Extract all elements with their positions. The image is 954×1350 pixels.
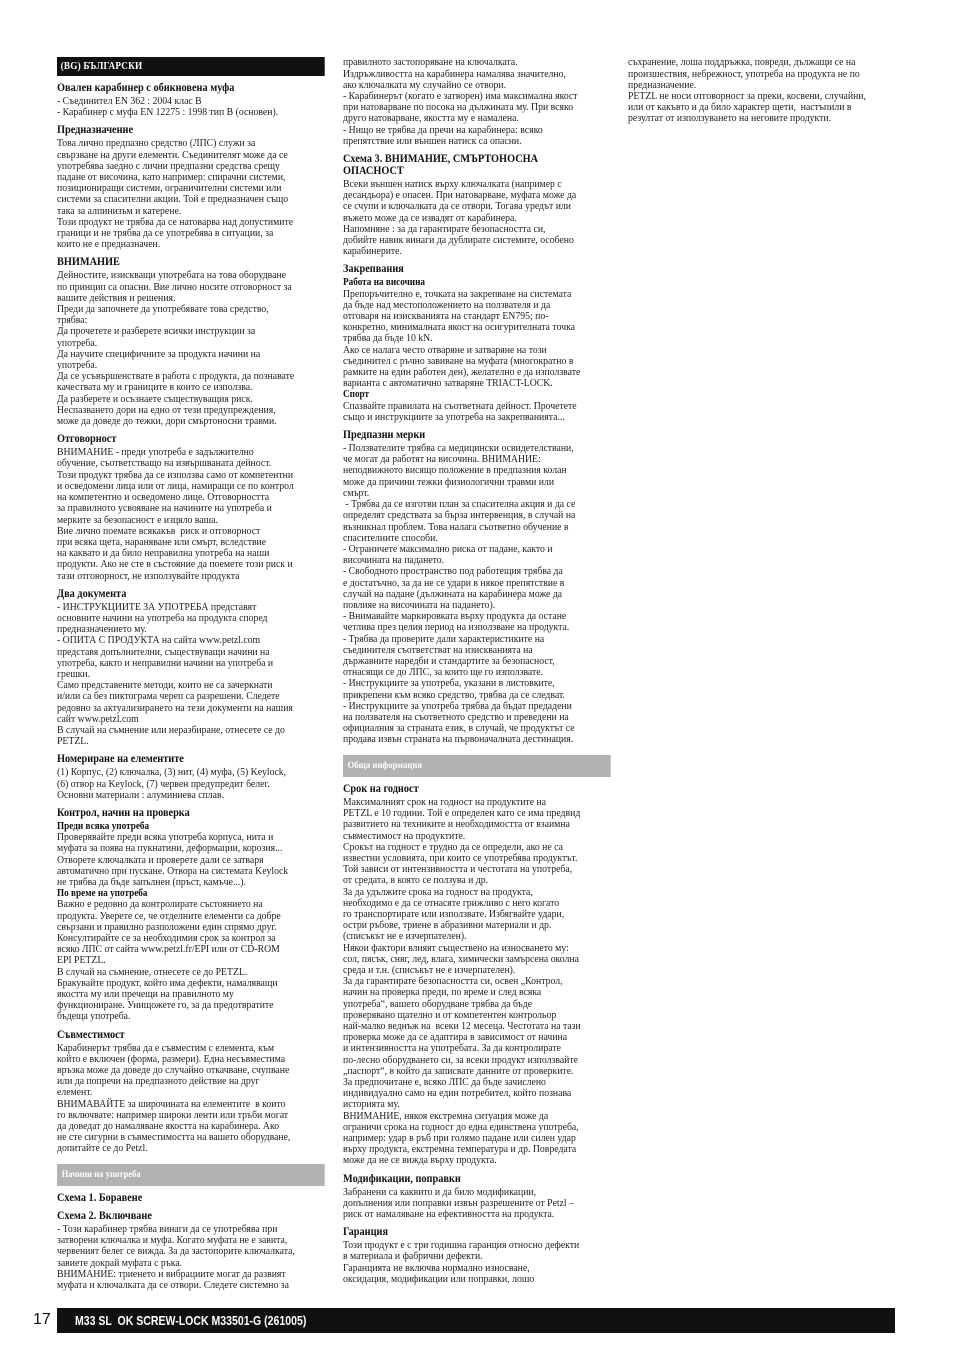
responsibility-heading: Отговорност [57, 433, 117, 446]
warranty-text: Този продукт е с три годишна гаранция относно дефекти в материала и фабрични дефекти. Гаранцията не включва нормално износване, оксидация, модификации или поправки, лошо [343, 1240, 580, 1285]
purpose-text: Това лично предпазно средство (ЛПС) служи за свързване на други елементи. Съединителят може да се употребява заедно с лични предпазни средства срещу падане от височина, като например: спирачни системи, позициониращи системи, ограничителни системи или системи за спасителни акции. Той е предназначен също така за алпинизъм и катерене. Този продукт не трябва да се натоварва над допустимите граници и не трябва да се употребява в ситуации, за които не е предназначен. [57, 138, 294, 251]
two-documents-heading: Два документа [57, 587, 127, 600]
modifications-heading: Модификации, поправки [343, 1172, 461, 1185]
inspection-heading: Контрол, начин на проверка [57, 806, 190, 819]
anchors-work-text: Препоръчително е, точката на закрепване на системата да бъде над местоположението на ползвателя и да отговаря на изискванията на стандарт EN795; по- конкретно, минималната якост на осигурителната точка трябва да бъде 10 kN. Ако се налага често отваряне и затваряне на този съединител с ръчно завиване на муфата (многократно в рамките на един работен ден), желателно е да използвате варианта с автоматично затваряне TRIACT-LOCK. [343, 288, 581, 390]
anchors-sport-heading: Спорт [343, 389, 370, 401]
warranty-text-continued: съхранение, лоша поддръжка, повреди, дължащи се на произшествия, небрежност, употреба на продукта не по предназначение. PETZL не носи отговорност за преки, косвени, случайни, или от какъвто и да било характер щети, настъпили в резултат от използуването на неговите продукти. [628, 57, 866, 125]
nomenclature-heading: Номериране на елементите [57, 753, 184, 766]
precautions-heading: Предпазни мерки [343, 429, 426, 442]
inspection-during-heading: По време на употреба [57, 888, 148, 900]
inspection-during-text: Важно е редовно да контролирате състоянието на продукта. Уверете се, че отделните елементи са добре свързани и правилно разположени един спрямо друг. Консултирайте се за необходимия срок за контрол за всяко ЛПС от сайта www.petzl.fr/EPI или от CD-ROM EPI PETZL. В случай на съмнение, отнесете се до PETZL. Бракувайте продукт, който има дефекти, намаляващи якостта му или пречещи на правилното му функциониране. Унищожете го, за да предотвратите бъдеща употреба. [57, 899, 281, 1023]
inspection-before-text: Проверявайте преди всяка употреба корпуса, нита и муфата за поява на пукнатини, деформации, корозия... Отворете ключалката и проверете дали се затваря автоматично при пускане. Отвора на системата Keylock не трябва да бъде запълнен (пръст, камъче...). [57, 832, 289, 888]
product-title: Овален карабинер с обикновена муфа [57, 82, 235, 94]
diagram-2-text: - Този карабинер трябва винаги да се употребява при затворени ключалка и муфа. Когато муфата не е завита, червеният белег се вижда. За да застопорите ключалката, завиете докрай муфата с ръка. ВНИМАНИЕ: триенето и вибрациите могат да развият муфата и ключалката да се отвори. Следете системно за [57, 1224, 295, 1292]
column-2 [343, 57, 611, 1285]
diagram-2-heading: Схема 2. Включване [57, 1210, 152, 1223]
usage-section-bar: Начини на употреба [57, 1164, 325, 1186]
inspection-before-heading: Преди всяка употреба [57, 820, 150, 832]
product-standards: - Съединител EN 362 : 2004 клас B - Карабинер с муфа EN 12275 : 1998 тип B (основен). [57, 96, 279, 119]
modifications-text: Забранени са каквито и да било модификации, допълнения или поправки извън разрешените от Petzl – риск от намаляване на ефективността на продукта. [343, 1186, 574, 1221]
nomenclature-text: (1) Корпус, (2) ключалка, (3) нит, (4) муфа, (5) Keylock, (6) отвор на Keylock, (7) червен предупредит белег. Основни материали : алуминиева сплав. [57, 767, 287, 801]
anchors-heading: Закрепвания [343, 263, 404, 276]
diagram-3-text: Всеки външен натиск върху ключалката (например с десандьора) е опасен. При натоварване, муфата може да се счупи и ключалката да се отвори. Тогава уредът или въжето може да се извадят от карабинера. Напомняне : за да гарантирате безопасността си, добийте навик винаги да дублирате системите, особено карабинерите. [343, 179, 577, 258]
warranty-heading: Гаранция [343, 1226, 389, 1239]
purpose-heading: Предназначение [57, 124, 134, 137]
responsibility-text: ВНИМАНИЕ - преди употреба е задължително обучение, съответстващо на извършваната дейност. Този продукт трябва да се използва само от компетентни и осведомени лица или от лица, намиращи се по контрол на компетентно и осведомено лице. Отговорността за правилното усвояване на начините на употреба и мерките за безопасност е изцяло ваша. Вие лично поемате всякакъв риск и отговорност при всяка щета, нараняване или смърт, вследствие на каквато и да било неправилна употреба на наши продукти. Ако не сте в състояние да поемете този риск и тази отговорност, не използувайте продукта [57, 447, 294, 582]
diagram-2-text-continued: правилното застопоряване на ключалката. Издръжливостта на карабинера намалява значително, ако ключалката му случайно се отвори. - Карабинерът (когато е затворен) има максимална якост при натоварване по посока на дължината му. При всяко друго натоварване, якостта му е намалена. - Нищо не трябва да пречи на карабинера: всяко препятствие или външен натиск са опасни. [343, 57, 578, 147]
general-info-section-bar: Обща информация [343, 755, 611, 777]
anchors-sport-text: Спазвайте правилата на съответната дейност. Прочетете също и инструкциите за употреба на закрепванията... [343, 400, 577, 423]
warning-text: Дейностите, изискващи употребата на това оборудване по принцип са опасни. Вие лично носите отговорност за вашите действия и решения. Преди да започнете да употребявате това средство, трябва: Да прочетете и разберете всички инструкции за употреба. Да научите специфичните за продукта начини на употреба. Да се усъвършенствате в работа с продукта, да познавате качествата му и границите в които се използва. Да разберете и осъзнаете съществуващия риск. Неспазването дори на едно от тези предупреждения, може да доведе до тежки, дори смъртоносни травми. [57, 270, 295, 428]
page-number: 17 [33, 1311, 51, 1328]
lifetime-heading: Срок на годност [343, 782, 419, 795]
warning-heading: ВНИМАНИЕ [57, 256, 120, 269]
two-documents-text: - ИНСТРУКЦИИТЕ ЗА УПОТРЕБА представят основните начини на употреба на продукта според предназначението му. - ОПИТА С ПРОДУКТА на сайта www.petzl.com представя допълнителни, съществуващи начини на употреба, както и неправилни начини на употреба и грешки. Само представените методи, които не са зачеркнати и/или са без пиктограма череп са разрешени. Следете редовно за актуализирането на тези документи на нашия сайт www.petzl.com В случай на съмнение или неразбиране, отнесете се до PETZL. [57, 601, 293, 748]
footer-bar [57, 1308, 895, 1333]
diagram-3-heading: Схема 3. ВНИМАНИЕ, СМЪРТОНОСНА ОПАСНОСТ [343, 153, 539, 178]
anchors-work-heading: Работа на височина [343, 277, 426, 289]
compatibility-text: Карабинерът трябва да е съвместим с елемента, към който е включен (форма, размери). Една несъвместима връзка може да доведе до случайно откачване, счупване или да попречи на предпазното действие на друг елемент. ВНИМАВАЙТЕ за широчината на елементите в които го включвате: например широки ленти или тръби могат да доведат до намаляване якостта на карабинера. Ако не сте сигурни в съвместимостта на вашето оборудване, допитайте се до Petzl. [57, 1042, 291, 1155]
compatibility-heading: Съвместимост [57, 1028, 125, 1041]
language-header: (BG) БЪЛГАРСКИ [57, 57, 325, 76]
document-reference: M33 SL OK SCREW-LOCK M33501-G (261005) [75, 1313, 307, 1328]
column-1 [57, 57, 325, 1291]
diagram-1-heading: Схема 1. Боравене [57, 1192, 143, 1205]
column-3 [628, 57, 896, 124]
precautions-text: - Ползвателите трябва са медицински освидетелствани, че могат да работят на височина. ВНИМАНИЕ: неподвижното висящо положение в предпазния колан може да причини тежки физиологични травми или смърт. - Трябва да се изготви план за спасителна акция и да се определят средствата за бърза интервенция, в случай на възникнал проблем. Това налага съответно обучение в спасителните способи. - Ограничете максимално риска от падане, както и височината на падането. - Свободното пространство под работещия трябва да е достатъчно, за да не се удари в някое препятствие в случай на падане (дължината на карабинера може да повлияе на височината на падането). - Внимавайте маркировката върху продукта да остане четлива през целия период на използване на продукта. - Трябва да проверите дали характеристиките на съединителя съответстват на изискванията на държавните наредби и стандартите за безопасност, отнасящи се до ЛПС, за които ще го използвате. - Инструкциите за употреба, указани в листовките, прикрепени към всяко средство, трябва да се следват. - Инструкциите за употреба трябва да бъдат предадени на ползвателя на съответното средство и преведени на официалния за страната език, в случай, че продуктът се продава извън страната на първоначалната дестинация. [343, 443, 576, 746]
lifetime-text: Максималният срок на годност на продуктите на PETZL е 10 години. Той е определен като се има предвид развитието на техниките и необходимостта от взаимна съвместимост на продуктите. Срокът на годност е трудно да се определи, ако не са известни условията, при които се употребява продуктът. Той зависи от интензивността и честотата на употреба, от средата, в която се ползува и др. За да удължите срока на годност на продукта, необходимо е да се отнасяте грижливо с него когато го транспортирате или използвате. Избягвайте удари, остри ръбове, триене в абразивни материали и др. (списъкът не е изчерпателен). Някои фактори влияят съществено на износването му: сол, пясък, сняг, лед, влага, химически замърсена околна среда и т.н. (списъкът не е изчерпателен). За да гарантирате безопасността си, освен „Контрол, начин на проверка преди, по време и след всяка употреба“, вашето оборудване трябва да бъде проверявано щателно и от компетентен контрольор най-малко веднъж на всеки 12 месеца. Честотата на тази проверка може да се адаптира в зависимост от начина и интензивността на употребата. За да контролирате по-лесно оборудването си, за всеки продукт използвайте „паспорт“, в който да записвате данните от проверките. За предпочитане е, всяко ЛПС да бъде зачислено индивидуално само на един потребител, който познава историята му. ВНИМАНИЕ, някоя екстремна ситуация може да ограничи срока на годност до една единствена употреба, например: удар в ръб при голямо падане или силен удар върху продукта, екстремна температура и др. Повредата може да не се вижда върху продукта. [343, 796, 581, 1167]
